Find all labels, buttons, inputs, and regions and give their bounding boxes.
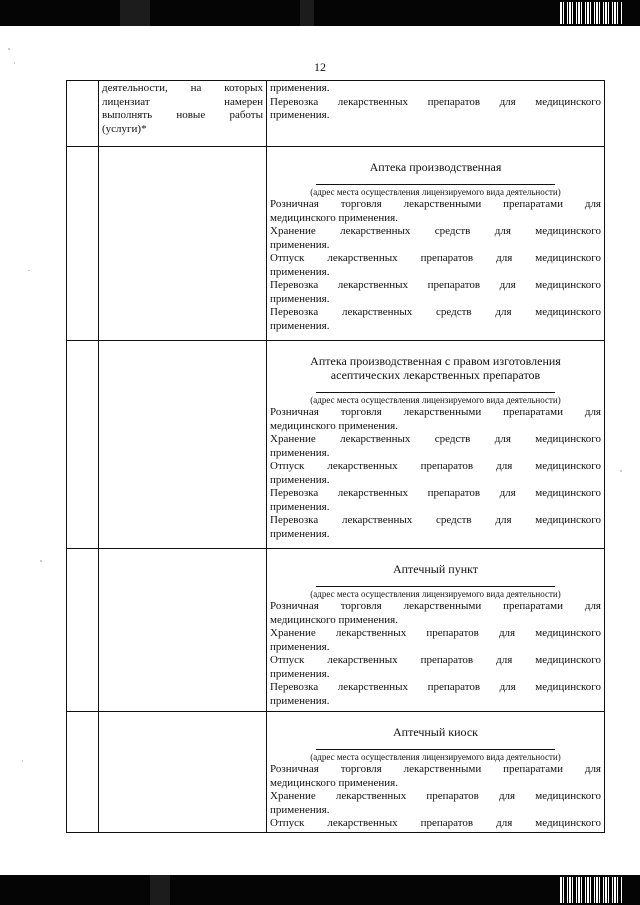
work-line: Розничная торговля лекарственными препаратами для bbox=[270, 406, 601, 418]
number-cell bbox=[67, 147, 99, 341]
works-list-cell bbox=[267, 341, 605, 549]
work-line: Отпуск лекарственных препаратов для медицинского bbox=[270, 817, 601, 829]
work-line: медицинского применения. bbox=[270, 776, 398, 789]
activities-table bbox=[66, 80, 605, 833]
work-entry bbox=[270, 487, 601, 514]
pharmacy-type-title bbox=[270, 725, 601, 739]
pharmacy-type-title-line: асептических лекарственных препаратов bbox=[330, 368, 541, 382]
description-line: выполнять новые работы bbox=[102, 109, 263, 121]
work-line: медицинского применения. bbox=[270, 419, 398, 432]
number-cell bbox=[67, 549, 99, 712]
description-line: деятельности, на которых bbox=[102, 82, 263, 94]
work-entry bbox=[270, 600, 601, 627]
work-line: применения. bbox=[270, 803, 330, 816]
work-line: Хранение лекарственных средств для медицинского bbox=[270, 433, 601, 445]
work-line: применения. bbox=[270, 265, 330, 278]
work-line: применения. bbox=[270, 473, 330, 486]
table-row bbox=[67, 147, 605, 341]
work-entry bbox=[270, 817, 601, 831]
work-entry bbox=[270, 681, 601, 708]
address-underline bbox=[316, 749, 554, 750]
pharmacy-type-title bbox=[270, 354, 601, 382]
work-line: применения. bbox=[270, 319, 330, 332]
address-caption: (адрес места осуществления лицензируемого вида деятельности) bbox=[310, 589, 561, 599]
work-entry bbox=[270, 627, 601, 654]
number-cell bbox=[67, 81, 99, 147]
work-line: Хранение лекарственных средств для медицинского bbox=[270, 225, 601, 237]
activity-description-cell bbox=[99, 147, 267, 341]
address-underline bbox=[316, 184, 554, 185]
activity-description-cell bbox=[99, 341, 267, 549]
work-line: Розничная торговля лекарственными препаратами для bbox=[270, 198, 601, 210]
work-entry bbox=[270, 306, 601, 333]
description-line: (услуги)* bbox=[102, 122, 147, 135]
work-entry bbox=[270, 279, 601, 306]
barcode-icon bbox=[560, 877, 622, 903]
scan-border-top bbox=[0, 0, 640, 26]
address-caption: (адрес места осуществления лицензируемого вида деятельности) bbox=[310, 752, 561, 762]
work-line: применения. bbox=[270, 109, 330, 121]
pharmacy-type-title-line: Аптека производственная bbox=[369, 160, 502, 174]
work-line: применения. bbox=[270, 82, 330, 94]
works-list-cell bbox=[267, 549, 605, 712]
work-line: применения. bbox=[270, 500, 330, 513]
work-entry bbox=[270, 225, 601, 252]
pharmacy-type-title-line: Аптечный пункт bbox=[392, 562, 479, 576]
work-line: медицинского применения. bbox=[270, 613, 398, 626]
work-line: Розничная торговля лекарственными препаратами для bbox=[270, 600, 601, 612]
work-line: Отпуск лекарственных препаратов для медицинского bbox=[270, 460, 601, 472]
number-cell bbox=[67, 341, 99, 549]
work-line: Перевозка лекарственных препаратов для медицинского bbox=[270, 279, 601, 291]
works-list-cell bbox=[267, 81, 605, 147]
pharmacy-type-title-line: Аптека производственная с правом изготовления bbox=[310, 354, 561, 368]
work-entry bbox=[270, 252, 601, 279]
work-line: Перевозка лекарственных препаратов для медицинского bbox=[270, 487, 601, 499]
work-line: Розничная торговля лекарственными препаратами для bbox=[270, 763, 601, 775]
table-row bbox=[67, 81, 605, 147]
page-number: 12 bbox=[314, 60, 326, 74]
activity-description-cell bbox=[99, 712, 267, 833]
address-underline bbox=[316, 586, 554, 587]
work-entry bbox=[270, 763, 601, 790]
work-line: применения. bbox=[270, 238, 330, 251]
work-line: Хранение лекарственных препаратов для медицинского bbox=[270, 627, 601, 639]
work-entry bbox=[270, 198, 601, 225]
work-line: Хранение лекарственных препаратов для медицинского bbox=[270, 790, 601, 802]
pharmacy-type-title bbox=[270, 160, 601, 174]
work-line: Перевозка лекарственных препаратов для медицинского bbox=[270, 681, 601, 693]
work-line: применения. bbox=[270, 292, 330, 305]
work-line: применения. bbox=[270, 667, 330, 680]
work-line: Отпуск лекарственных препаратов для медицинского bbox=[270, 654, 601, 666]
work-line: Перевозка лекарственных препаратов для медицинского bbox=[270, 95, 601, 108]
work-entry bbox=[270, 460, 601, 487]
table-row bbox=[67, 341, 605, 549]
table-row bbox=[67, 549, 605, 712]
work-line: применения. bbox=[270, 446, 330, 459]
number-cell bbox=[67, 712, 99, 833]
work-line: Перевозка лекарственных средств для медицинского bbox=[270, 514, 601, 526]
table-row bbox=[67, 712, 605, 833]
activity-description-cell bbox=[99, 81, 267, 147]
pharmacy-type-title-line: Аптечный киоск bbox=[392, 725, 478, 739]
address-caption: (адрес места осуществления лицензируемого вида деятельности) bbox=[310, 187, 561, 197]
work-entry bbox=[270, 654, 601, 681]
description-line: лицензиат намерен bbox=[102, 95, 263, 108]
work-entry bbox=[270, 790, 601, 817]
scan-border-bottom bbox=[0, 875, 640, 905]
work-entry bbox=[270, 514, 601, 541]
work-line: применения. bbox=[270, 527, 330, 540]
address-caption: (адрес места осуществления лицензируемого вида деятельности) bbox=[310, 395, 561, 405]
activity-description-cell bbox=[99, 549, 267, 712]
work-line: применения. bbox=[270, 640, 330, 653]
works-list-cell bbox=[267, 147, 605, 341]
work-entry bbox=[270, 406, 601, 433]
work-line: Отпуск лекарственных препаратов для медицинского bbox=[270, 252, 601, 264]
barcode-icon bbox=[560, 2, 622, 24]
address-underline bbox=[316, 392, 554, 393]
works-list-cell bbox=[267, 712, 605, 833]
pharmacy-type-title bbox=[270, 562, 601, 576]
work-line: применения. bbox=[270, 694, 330, 707]
work-line: медицинского применения. bbox=[270, 211, 398, 224]
work-entry bbox=[270, 433, 601, 460]
work-line: Перевозка лекарственных средств для медицинского bbox=[270, 306, 601, 318]
